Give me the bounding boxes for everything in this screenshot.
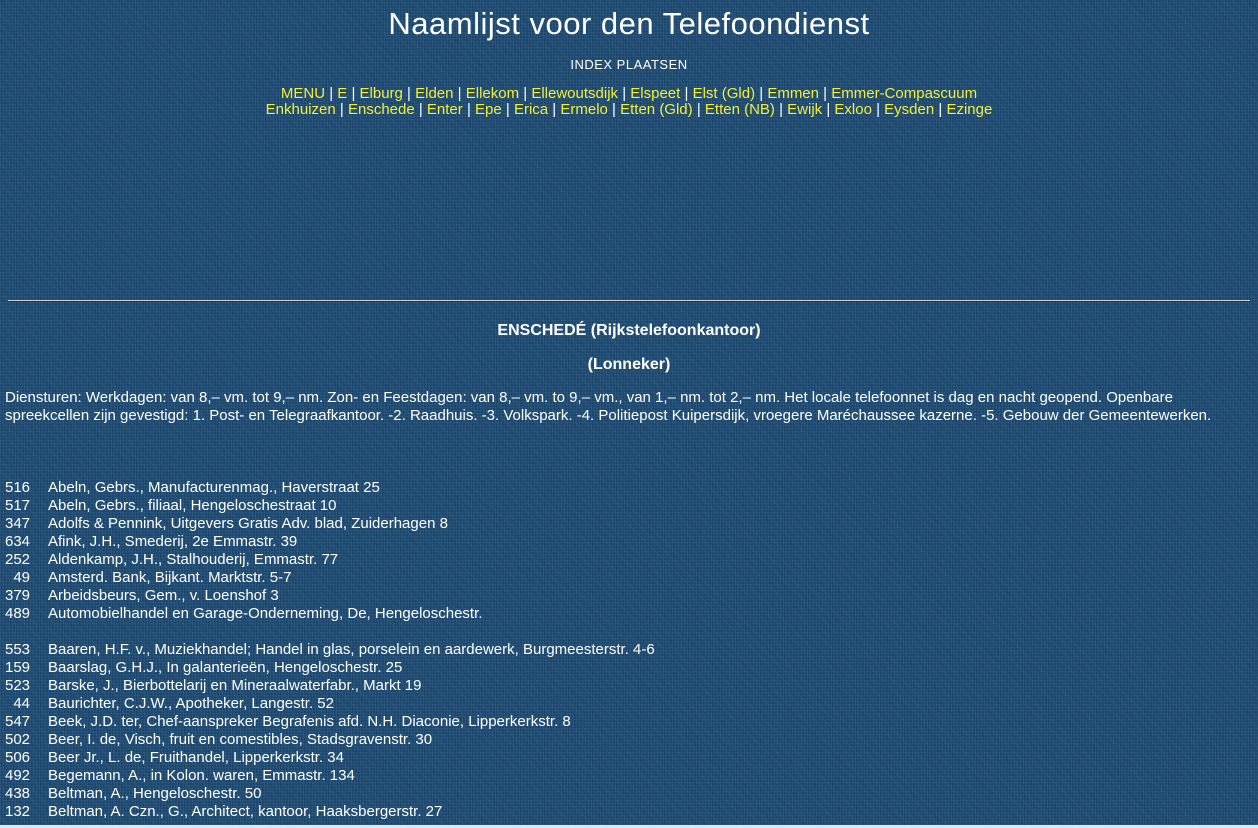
link-separator: | — [819, 85, 832, 102]
directory-entry-text: Baarslag, G.H.J., In galanterieën, Hengeloschestr. 25 — [48, 659, 403, 676]
directory-number: 379 — [5, 587, 31, 604]
index-link-menu[interactable]: MENU — [280, 85, 326, 102]
directory-entry-text: Beer Jr., L. de, Fruithandel, Lipperkerkstr. 34 — [48, 749, 344, 766]
index-link-elspeet[interactable]: Elspeet — [630, 85, 681, 102]
index-link-enkhuizen[interactable]: Enkhuizen — [265, 101, 336, 118]
link-separator: | — [692, 101, 705, 118]
directory-entry-text: Beltman, A. Czn., G., Architect, kantoor, Haaksbergerstr. 27 — [48, 803, 443, 820]
directory-row — [5, 659, 1258, 677]
index-link-erica[interactable]: Erica — [513, 101, 549, 118]
directory-entry-text: Abeln, Gebrs., Manufacturenmag., Haverstraat 25 — [48, 479, 380, 496]
index-link-emmer-compascuum[interactable]: Emmer-Compascuum — [831, 85, 978, 102]
directory-entry-text: Arbeidsbeurs, Gem., v. Loenshof 3 — [48, 587, 279, 604]
directory-entry-text: Amsterd. Bank, Bijkant. Marktstr. 5-7 — [48, 569, 292, 586]
directory-row — [5, 695, 1258, 713]
link-separator: | — [680, 85, 693, 102]
directory-row — [5, 731, 1258, 749]
directory-number: 506 — [5, 749, 31, 766]
index-link-ermelo[interactable]: Ermelo — [560, 101, 608, 118]
directory-number: 347 — [5, 515, 31, 532]
index-link-enschede[interactable]: Enschede — [347, 101, 415, 118]
directory-number: 132 — [5, 803, 31, 820]
index-title: INDEX PLAATSEN — [570, 57, 688, 72]
directory-row — [5, 605, 1258, 623]
page-title: Naamlijst voor den Telefoondienst — [388, 6, 870, 41]
index-link-enter[interactable]: Enter — [426, 101, 463, 118]
directory-entry-text: Baurichter, C.J.W., Apotheker, Langestr. 52 — [48, 695, 334, 712]
directory-row — [5, 479, 1258, 497]
link-separator: | — [462, 101, 476, 118]
directory-entry-text: Adolfs & Pennink, Uitgevers Gratis Adv. blad, Zuiderhagen 8 — [48, 515, 448, 532]
directory-entry-text: Beltman, A., Hengeloschestr. 50 — [48, 785, 262, 802]
directory-row — [5, 569, 1258, 587]
directory-row — [5, 515, 1258, 533]
index-link-e[interactable]: E — [337, 85, 348, 102]
directory-row — [5, 551, 1258, 569]
link-separator: | — [519, 85, 532, 102]
link-separator: | — [335, 101, 348, 118]
directory-number: 553 — [5, 641, 31, 658]
link-separator: | — [501, 101, 514, 118]
index-link-elst-gld[interactable]: Elst (Gld) — [692, 85, 756, 102]
directory-row — [5, 677, 1258, 695]
directory-entry-text: Abeln, Gebrs., filiaal, Hengeloschestraat 10 — [48, 497, 337, 514]
directory-entry-text: Beek, J.D. ter, Chef-aanspreker Begrafenis afd. N.H. Diaconie, Lipperkerkstr. 8 — [48, 713, 571, 730]
directory-entry-text: Afink, J.H., Smederij, 2e Emmastr. 39 — [48, 533, 298, 550]
directory-entry-text: Baaren, H.F. v., Muziekhandel; Handel in glas, porselein en aardewerk, Burgmeesterstr. 4-6 — [48, 641, 655, 658]
directory-row — [5, 767, 1258, 785]
index-link-etten-gld[interactable]: Etten (Gld) — [620, 101, 693, 118]
link-separator: | — [774, 101, 788, 118]
index-link-exloo[interactable]: Exloo — [834, 101, 872, 118]
directory-number: 49 — [13, 569, 30, 586]
directory-list — [0, 479, 1258, 821]
link-separator: | — [822, 101, 835, 118]
directory-number: 489 — [5, 605, 31, 622]
directory-row — [5, 641, 1258, 659]
index-links-line2 — [0, 102, 1258, 118]
index-links-line1 — [0, 86, 1258, 102]
index-link-elden[interactable]: Elden — [415, 85, 454, 102]
index-link-etten-nb[interactable]: Etten (NB) — [704, 101, 775, 118]
directory-row — [5, 713, 1258, 731]
link-separator: | — [618, 85, 631, 102]
link-separator: | — [453, 85, 466, 102]
directory-number: 492 — [5, 767, 31, 784]
link-separator: | — [347, 85, 360, 102]
directory-entry-text: Beer, I. de, Visch, fruit en comestibles, Stadsgravenstr. 30 — [48, 731, 433, 748]
index-links — [0, 86, 1258, 118]
directory-number: 547 — [5, 713, 31, 730]
directory-group — [5, 641, 1258, 821]
index-link-ezinge[interactable]: Ezinge — [946, 101, 993, 118]
section-subheading: (Lonneker) — [587, 356, 671, 373]
directory-row — [5, 497, 1258, 515]
link-separator: | — [755, 85, 768, 102]
index-link-ellekom[interactable]: Ellekom — [465, 85, 520, 102]
index-link-ellewoutsdijk[interactable]: Ellewoutsdijk — [531, 85, 619, 102]
directory-entry-text: Barske, J., Bierbottelarij en Mineraalwaterfabr., Markt 19 — [48, 677, 422, 694]
directory-row — [5, 785, 1258, 803]
directory-number: 502 — [5, 731, 31, 748]
directory-number: 516 — [5, 479, 31, 496]
directory-number: 634 — [5, 533, 31, 550]
directory-number: 523 — [5, 677, 31, 694]
directory-number: 159 — [5, 659, 31, 676]
empty-space — [0, 118, 1258, 300]
directory-entry-text: Begemann, A., in Kolon. waren, Emmastr. 134 — [48, 767, 355, 784]
directory-row — [5, 533, 1258, 551]
directory-row — [5, 587, 1258, 605]
link-separator: | — [548, 101, 561, 118]
link-separator: | — [871, 101, 885, 118]
index-link-ewijk[interactable]: Ewijk — [787, 101, 823, 118]
index-link-epe[interactable]: Epe — [475, 101, 502, 118]
index-link-elburg[interactable]: Elburg — [359, 85, 403, 102]
content-divider — [8, 300, 1250, 302]
directory-entry-text: Aldenkamp, J.H., Stalhouderij, Emmastr. 77 — [48, 551, 339, 568]
directory-number: 252 — [5, 551, 31, 568]
directory-number: 438 — [5, 785, 31, 802]
index-link-emmen[interactable]: Emmen — [767, 85, 819, 102]
directory-entry-text: Automobielhandel en Garage-Onderneming, De, Hengeloschestr. — [48, 605, 483, 622]
directory-number: 44 — [13, 695, 30, 712]
directory-group — [5, 479, 1258, 623]
index-link-eysden[interactable]: Eysden — [884, 101, 935, 118]
link-separator: | — [934, 101, 947, 118]
link-separator: | — [402, 85, 416, 102]
directory-number: 517 — [5, 497, 31, 514]
link-separator: | — [325, 85, 338, 102]
directory-row — [5, 749, 1258, 767]
directory-row — [5, 803, 1258, 821]
service-hours-text: Diensturen: Werkdagen: van 8,– vm. tot 9,– nm. Zon- en Feestdagen: van 8,– vm. to 9,– vm., van 1,– nm. tot 2,– nm. Het locale telefoonnet is dag en nacht geopend. Openbare spreekcellen zijn gevestigd: 1. Post- en Telegraafkantoor. -2. Raadhuis. -3. Volkspark. -4. Politiepost Kuipersdijk, vroegere Maréchaussee kazerne. -5. Gebouw der Gemeentewerken. — [5, 389, 1212, 424]
link-separator: | — [414, 101, 427, 118]
link-separator: | — [607, 101, 621, 118]
section-heading: ENSCHEDÉ (Rijkstelefoonkantoor) — [497, 322, 761, 339]
